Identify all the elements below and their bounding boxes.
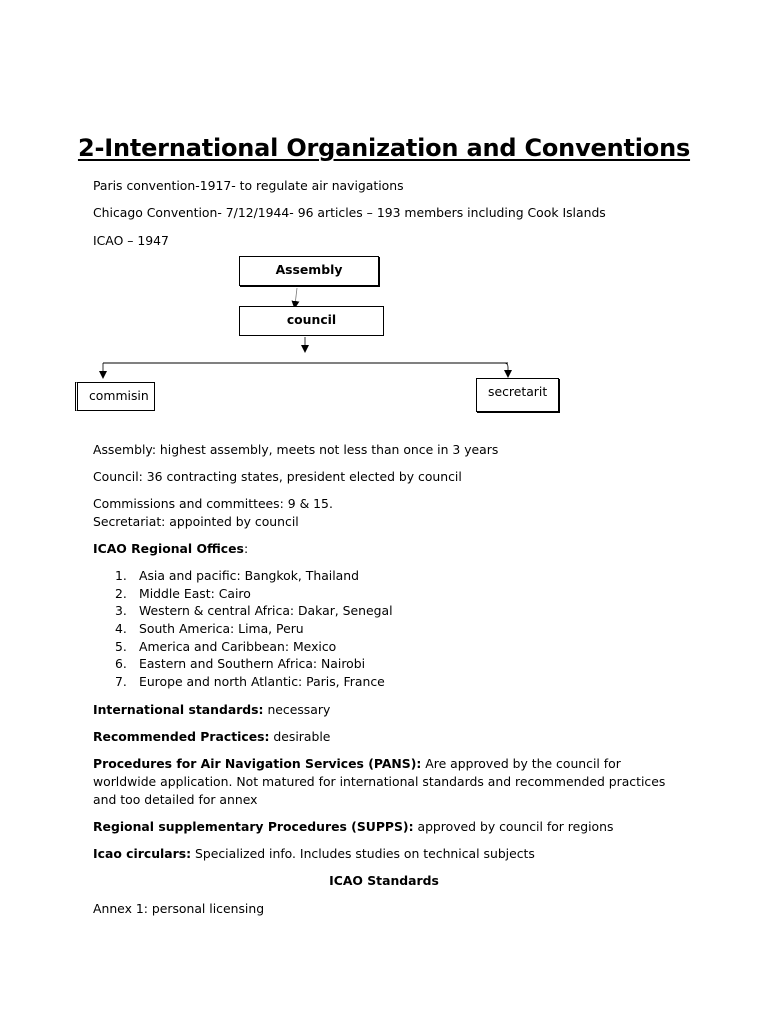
list-item-number: 6. — [115, 656, 127, 672]
list-item-number: 5. — [115, 638, 127, 654]
international-standards-line — [93, 701, 330, 718]
list-item-number: 1. — [115, 568, 127, 583]
recommended-practices-text: desirable — [269, 729, 331, 744]
council-box-label: council — [286, 312, 337, 327]
list-item-text: America and Caribbean: Mexico — [139, 638, 337, 654]
pans-term: Procedures for Air Navigation Services (PANS): — [93, 756, 422, 771]
list-item — [93, 638, 393, 656]
supps-line — [93, 818, 613, 835]
list-item-text: Europe and north Atlantic: Paris, France — [139, 674, 385, 690]
list-item-text: South America: Lima, Peru — [139, 621, 304, 637]
list-item-number: 2. — [115, 585, 127, 601]
regional-offices-list — [93, 567, 393, 691]
council-description: Council: 36 contracting states, president elected by council — [93, 469, 462, 484]
commission-box-label: commisin — [89, 388, 149, 403]
secretariat-description: Secretariat: appointed by council — [93, 514, 299, 529]
icao-circulars-line — [93, 845, 535, 862]
chicago-convention-line: Chicago Convention- 7/12/1944- 96 articles – 193 members including Cook Islands — [93, 205, 606, 220]
regional-offices-heading-text: ICAO Regional Offices — [93, 541, 244, 556]
list-item-number: 4. — [115, 621, 127, 637]
list-item-text: Middle East: Cairo — [139, 585, 251, 601]
branch-to-secretariat-arrow — [504, 363, 508, 374]
recommended-practices-line — [93, 728, 330, 745]
assembly-to-council-arrow — [295, 288, 297, 305]
list-item-text: Western & central Africa: Dakar, Senegal — [139, 603, 393, 619]
supps-term: Regional supplementary Procedures (SUPPS): — [93, 819, 414, 834]
list-item-number: 7. — [115, 674, 127, 690]
page-title: 2-International Organization and Conventions — [77, 134, 691, 162]
international-standards-text: necessary — [263, 702, 331, 717]
list-item — [93, 673, 393, 691]
list-item-text: Eastern and Southern Africa: Nairobi — [139, 656, 366, 672]
list-item — [93, 620, 393, 638]
regional-offices-heading-colon: : — [243, 541, 249, 556]
list-item — [93, 655, 393, 673]
international-standards-term: International standards: — [93, 702, 264, 717]
recommended-practices-term: Recommended Practices: — [93, 729, 270, 744]
list-item-number: 3. — [115, 603, 127, 619]
list-item — [93, 567, 393, 585]
regional-offices-heading — [93, 540, 248, 557]
paris-convention-line: Paris convention-1917- to regulate air navigations — [93, 178, 404, 193]
assembly-box-label: Assembly — [275, 262, 343, 277]
council-box — [239, 306, 384, 336]
list-item — [93, 585, 393, 603]
icao-circulars-term: Icao circulars: — [93, 846, 192, 861]
icao-year-line: ICAO – 1947 — [93, 233, 169, 248]
supps-text: approved by council for regions — [413, 819, 614, 834]
icao-circulars-text: Specialized info. Includes studies on technical subjects — [191, 846, 535, 861]
commission-box — [75, 382, 155, 411]
list-item — [93, 602, 393, 620]
secretariat-box-label: secretarit — [488, 384, 548, 399]
commissions-description: Commissions and committees: 9 & 15. — [93, 496, 333, 511]
list-item-text: Asia and pacific: Bangkok, Thailand — [139, 568, 359, 583]
pans-text: Are approved by the council for worldwide application. Not matured for international standards and recommended practices and too detailed for annex — [93, 756, 666, 807]
assembly-box — [239, 256, 379, 286]
assembly-description: Assembly: highest assembly, meets not less than once in 3 years — [93, 442, 499, 457]
annex-1-line: Annex 1: personal licensing — [93, 901, 265, 916]
pans-paragraph — [93, 755, 678, 809]
secretariat-box — [476, 378, 559, 412]
icao-standards-heading: ICAO Standards — [329, 873, 439, 888]
